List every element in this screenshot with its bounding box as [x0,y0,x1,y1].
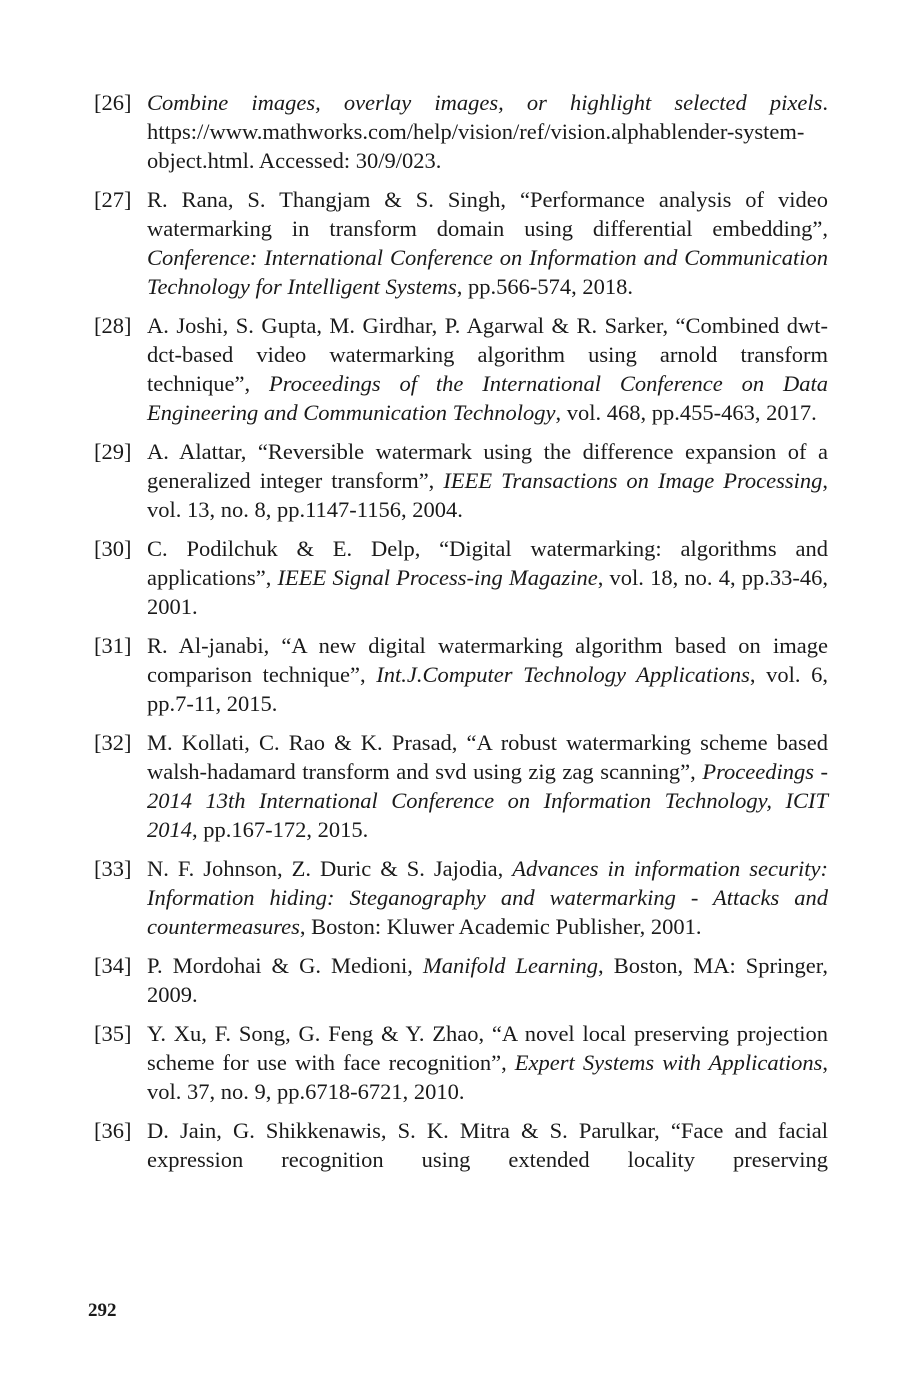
reference-title-italic: IEEE Transactions on Image Processing [443,468,823,493]
reference-title-italic: Proceedings - 2014 13th International Conference on Information Technology, ICIT 2014 [147,759,828,842]
reference-title-italic: Manifold Learning [422,953,599,978]
reference-text [147,437,828,524]
reference-entry [94,951,828,1009]
reference-entry [94,88,828,175]
page-number: 292 [88,1300,117,1321]
reference-segment: , pp.167-172, 2015. [192,817,369,842]
reference-number: [34] [94,953,132,978]
reference-segment: , vol. 6, pp.7-11, 2015. [147,662,828,716]
reference-segment: , Boston: Kluwer Academic Publisher, 2001. [299,914,702,939]
reference-entry [94,631,828,718]
reference-number: [31] [94,633,132,658]
reference-number: [26] [94,90,132,115]
reference-text [147,311,828,427]
reference-text [147,631,828,718]
reference-text [147,185,828,301]
reference-text [147,854,828,941]
reference-entry [94,1019,828,1106]
reference-text [147,1019,828,1106]
reference-segment: , vol. 37, no. 9, pp.6718-6721, 2010. [147,1050,829,1104]
reference-entry [94,728,828,844]
reference-text [147,534,828,621]
reference-number: [27] [94,187,132,212]
reference-title-italic: Combine images, overlay images, or highlight selected pixels [147,90,823,115]
reference-segment: , vol. 13, no. 8, pp.1147-1156, 2004. [147,468,828,522]
reference-text [147,728,828,844]
reference-number: [29] [94,439,132,464]
reference-segment: Y. Xu, F. Song, G. Feng & Y. Zhao, “A novel local preserving projection scheme for use with face recognition”, [147,1021,828,1075]
reference-text [147,951,828,1009]
reference-entry [94,854,828,941]
reference-segment: R. Al-janabi, “A new digital watermarking algorithm based on image comparison technique”, [147,633,828,687]
reference-entry [94,311,828,427]
reference-segment: , vol. 468, pp.455-463, 2017. [555,400,817,425]
reference-segment: N. F. Johnson, Z. Duric & S. Jajodia, [147,856,513,881]
reference-title-italic: Expert Systems with Applications [514,1050,823,1075]
reference-title-italic: Advances in information security: Information hiding: Steganography and watermarking - Attacks and countermeasures [147,856,828,939]
reference-number: [28] [94,313,132,338]
reference-text [147,88,828,175]
reference-number: [30] [94,536,132,561]
reference-segment: , Boston, MA: Springer, 2009. [147,953,828,1007]
reference-segment: , pp.566-574, 2018. [456,274,633,299]
reference-number: [33] [94,856,132,881]
reference-title-italic: Int.J.Computer Technology Applications [376,662,750,687]
reference-segment: . https://www.mathworks.com/help/vision/ref/vision.alphablender-system-object.html. Accessed: 30/9/023. [147,90,828,173]
reference-segment: D. Jain, G. Shikkenawis, S. K. Mitra & S. Parulkar, “Face and facial expression recognition using extended locality preserving [147,1118,828,1172]
reference-entry [94,185,828,301]
reference-title-italic: Proceedings of the International Conference on Data Engineering and Communication Technology [147,371,828,425]
reference-entry [94,534,828,621]
reference-segment: P. Mordohai & G. Medioni, [147,953,423,978]
reference-text [147,1116,828,1174]
reference-list [94,88,828,1184]
reference-segment: M. Kollati, C. Rao & K. Prasad, “A robust watermarking scheme based walsh-hadamard transform and svd using zig zag scanning”, [147,730,828,784]
reference-entry [94,1116,828,1174]
reference-number: [32] [94,730,132,755]
reference-segment: C. Podilchuk & E. Delp, “Digital watermarking: algorithms and applications”, [147,536,828,590]
reference-segment: R. Rana, S. Thangjam & S. Singh, “Performance analysis of video watermarking in transform domain using differential embedding”, [147,187,828,241]
reference-segment: , vol. 18, no. 4, pp.33-46, 2001. [147,565,829,619]
reference-segment: A. Alattar, “Reversible watermark using the difference expansion of a generalized integer transform”, [147,439,828,493]
reference-number: [36] [94,1118,132,1143]
reference-segment: A. Joshi, S. Gupta, M. Girdhar, P. Agarwal & R. Sarker, “Combined dwt-dct-based video watermarking algorithm using arnold transform technique”, [147,313,828,396]
reference-entry [94,437,828,524]
reference-title-italic: IEEE Signal Process-ing Magazine [277,565,598,590]
reference-title-italic: Conference: International Conference on Information and Communication Technology for Intelligent Systems [147,245,828,299]
reference-number: [35] [94,1021,132,1046]
